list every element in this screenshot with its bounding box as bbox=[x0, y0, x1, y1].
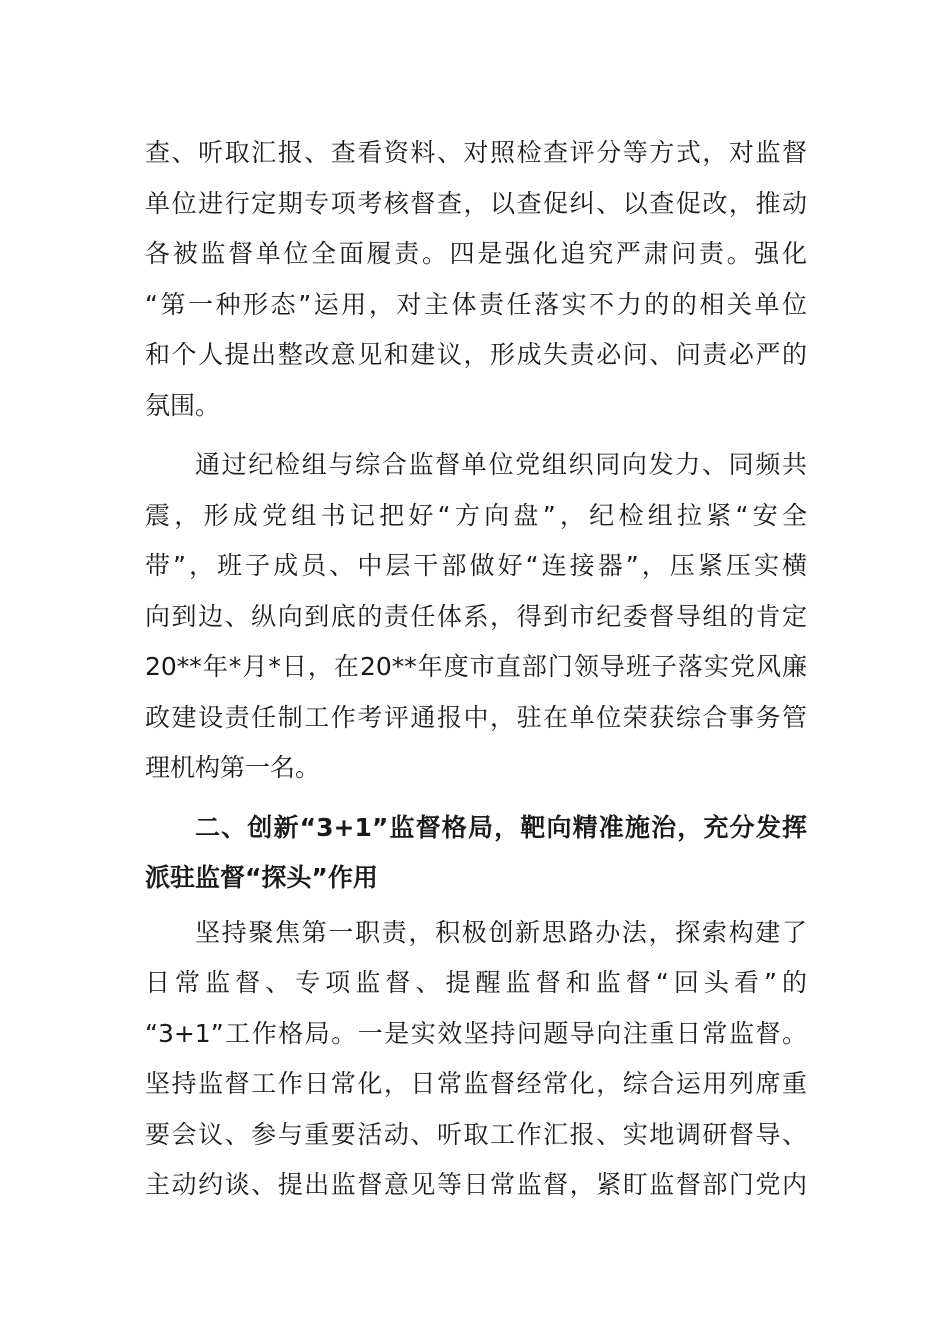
document-page bbox=[145, 128, 807, 1211]
text-line: 坚持聚焦第一职责，积极创新思路办法，探索构建了 bbox=[195, 917, 807, 947]
text-line: 震，形成党组书记把好“方向盘”，纪检组拉紧“安全 bbox=[145, 500, 807, 530]
text-line: 坚持监督工作日常化，日常监督经常化，综合运用列席重 bbox=[145, 1069, 807, 1098]
text-line: 单位进行定期专项考核督查，以查促纠、以查促改，推动 bbox=[145, 188, 807, 218]
paragraph-2 bbox=[145, 440, 807, 794]
paragraph-1 bbox=[145, 128, 807, 431]
text-line: 通过纪检组与综合监督单位党组织同向发力、同频共 bbox=[195, 450, 807, 479]
text-line: “第一种形态”运用，对主体责任落实不力的的相关单位 bbox=[145, 289, 807, 319]
heading-line: 派驻监督“探头”作用 bbox=[145, 863, 378, 892]
text-line: 氛围。 bbox=[145, 390, 221, 420]
text-line: 和个人提出整改意见和建议，形成失责必问、问责必严的 bbox=[145, 340, 807, 369]
text-line: 理机构第一名。 bbox=[145, 753, 321, 782]
heading-line: 二、创新“3+1”监督格局，靶向精准施治，充分发挥 bbox=[195, 812, 807, 842]
paragraph-gap bbox=[145, 794, 807, 803]
text-line: 各被监督单位全面履责。四是强化追究严肃问责。强化 bbox=[145, 239, 807, 268]
text-line: 向到边、纵向到底的责任体系，得到市纪委督导组的肯定 bbox=[145, 601, 807, 631]
paragraph-3 bbox=[145, 908, 807, 1211]
text-line: 政建设责任制工作考评通报中，驻在单位荣获综合事务管 bbox=[145, 702, 807, 732]
text-line: “3+1”工作格局。一是实效坚持问题导向注重日常监督。 bbox=[145, 1018, 807, 1048]
text-line: 主动约谈、提出监督意见等日常监督，紧盯监督部门党内 bbox=[145, 1170, 807, 1199]
section-heading bbox=[145, 803, 807, 904]
text-line: 日常监督、专项监督、提醒监督和监督“回头看”的 bbox=[145, 968, 807, 997]
text-line: 要会议、参与重要活动、听取工作汇报、实地调研督导、 bbox=[145, 1119, 807, 1149]
text-line: 带”，班子成员、中层干部做好“连接器”，压紧压实横 bbox=[145, 551, 807, 580]
paragraph-gap bbox=[145, 431, 807, 440]
text-line: 查、听取汇报、查看资料、对照检查评分等方式，对监督 bbox=[145, 138, 807, 167]
text-line: 20**年*月*日，在20**年度市直部门领导班子落实党风廉 bbox=[145, 652, 807, 681]
